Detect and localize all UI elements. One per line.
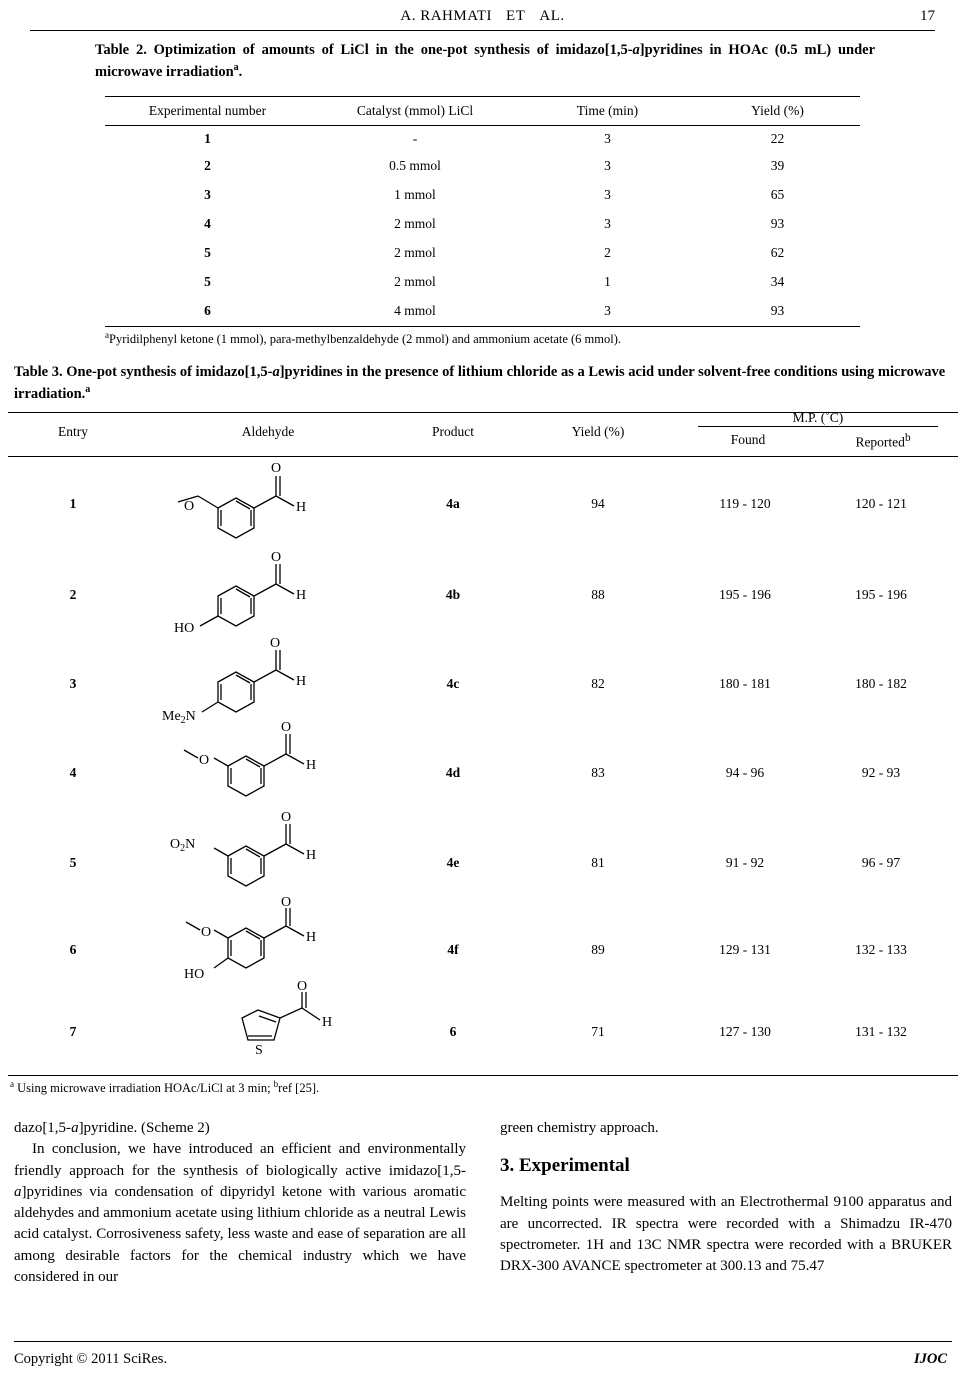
paragraph-green-chemistry: green chemistry approach. bbox=[500, 1120, 659, 1136]
table3-cell-reported: 132 - 133 bbox=[855, 942, 907, 957]
table3-cell-reported: 92 - 93 bbox=[861, 765, 901, 780]
table2-cell: 1 mmol bbox=[394, 187, 436, 202]
table2 bbox=[105, 96, 860, 326]
atom-label-O: O bbox=[281, 895, 292, 910]
table3-cell-product: 4f bbox=[447, 942, 459, 957]
atom-label-O: O bbox=[270, 636, 281, 651]
table3-cell-reported: 180 - 182 bbox=[855, 676, 907, 691]
table2-cell: 4 bbox=[204, 216, 211, 231]
paragraph-experimental: Melting points were measured with an Electrothermal 9100 apparatus and are uncorrected. IR spectra were recorded with a Shimadzu IR-470 spectrometer. 1H and 13C NMR spectra were recorded with a BRUKER DRX-300 AVANCE spectrometer at 300.13 and 75.47 bbox=[500, 1194, 952, 1275]
table2-footnote bbox=[105, 330, 865, 347]
table3-cell-reported: 195 - 196 bbox=[855, 587, 907, 602]
table3-body bbox=[8, 458, 958, 1072]
table3-caption-post: ]pyridines in the presence of lithium chloride as a Lewis acid under solvent-free conditions using microwave irradiation. bbox=[14, 364, 946, 402]
table2-caption bbox=[95, 40, 875, 83]
table2-cell: 6 bbox=[204, 303, 211, 318]
table3-footnote bbox=[10, 1079, 510, 1096]
paragraph-conclusion bbox=[14, 1139, 466, 1288]
table2-bottom-rule bbox=[105, 326, 860, 327]
table3-footnote-text-b: ref [25]. bbox=[278, 1081, 320, 1096]
structure-4-dimethylaminobenzaldehyde bbox=[158, 636, 398, 726]
table3-cell-product: 4e bbox=[446, 855, 460, 870]
atom-label-H: H bbox=[306, 758, 317, 773]
table2-cell: 2 mmol bbox=[394, 245, 436, 260]
table-row bbox=[105, 181, 860, 210]
journal-abbreviation: IJOC bbox=[913, 1351, 947, 1367]
body-column-left bbox=[14, 1118, 466, 1288]
paragraph-italic: a bbox=[71, 1120, 79, 1136]
table-row bbox=[8, 979, 958, 1072]
table3-cell-entry: 2 bbox=[69, 587, 77, 602]
table2-cell: 3 bbox=[604, 130, 611, 146]
running-head bbox=[0, 8, 965, 25]
running-head-authors: A. RAHMATI bbox=[400, 8, 493, 24]
table2-caption-sup: a bbox=[233, 62, 239, 74]
table2-header-row bbox=[105, 97, 860, 126]
table3-cell-product: 4d bbox=[445, 765, 461, 780]
table3-header-row bbox=[8, 412, 958, 454]
structure-3-methoxy-4-hydroxybenzaldehyde bbox=[158, 895, 398, 988]
atom-label-H: H bbox=[296, 588, 307, 603]
atom-label-O: O bbox=[184, 499, 195, 514]
table3-cell-found: 94 - 96 bbox=[725, 765, 765, 780]
table3-header-entry: Entry bbox=[58, 424, 88, 439]
table3-cell-yield: 94 bbox=[591, 496, 605, 511]
table3-cell-entry: 7 bbox=[69, 1024, 77, 1039]
table3-cell-product: 4c bbox=[446, 676, 460, 691]
table3-header-rule bbox=[8, 456, 958, 457]
table3-cell-yield: 82 bbox=[591, 676, 605, 691]
paragraph-text: ]pyridine. (Scheme 2) bbox=[78, 1120, 210, 1136]
atom-label-O: O bbox=[199, 753, 210, 768]
atom-label-H: H bbox=[296, 674, 307, 689]
body-column-right bbox=[500, 1118, 952, 1277]
table3-cell-yield: 71 bbox=[591, 1024, 605, 1039]
table2-cell: 93 bbox=[770, 303, 785, 318]
table-row bbox=[105, 126, 860, 152]
running-head-et: ET bbox=[506, 8, 526, 24]
table3-header-product: Product bbox=[432, 424, 474, 439]
table2-cell: 1 bbox=[604, 274, 611, 289]
page-number: 17 bbox=[920, 8, 935, 24]
table2-header-cell: Experimental number bbox=[105, 97, 310, 126]
table2-header-cell: Catalyst (mmol) LiCl bbox=[310, 97, 520, 126]
table-row bbox=[105, 152, 860, 181]
table2-cell: 2 mmol bbox=[394, 274, 436, 289]
table2-cell: 1 bbox=[204, 130, 211, 146]
table3-cell-entry: 5 bbox=[69, 855, 77, 870]
copyright-text: Copyright © 2011 SciRes. bbox=[14, 1351, 168, 1367]
structure-4-methoxybenzaldehyde bbox=[158, 458, 398, 538]
table3-cell-entry: 1 bbox=[69, 496, 77, 511]
table2-footnote-sup: a bbox=[105, 330, 109, 340]
atom-label-H: H bbox=[306, 930, 317, 945]
table2-cell: 5 bbox=[204, 274, 211, 289]
atom-label-O2N: $O_2N$ bbox=[170, 837, 196, 854]
table2-caption-italic: a bbox=[632, 42, 640, 58]
table2-cell: 65 bbox=[770, 187, 785, 202]
table2-caption-post: ]pyridines in HOAc (0.5 mL) under microwave irradiation bbox=[95, 42, 876, 80]
atom-label-O: O bbox=[201, 925, 212, 940]
table2-cell: 3 bbox=[604, 187, 611, 202]
table3-cell-reported: 96 - 97 bbox=[861, 855, 901, 870]
table3-cell-yield: 81 bbox=[591, 855, 605, 870]
table-row bbox=[8, 458, 958, 550]
table2-cell: 34 bbox=[770, 274, 785, 289]
table3-cell-product: 6 bbox=[449, 1024, 457, 1039]
table3-footnote-text-a: Using microwave irradiation HOAc/LiCl at 3 min; bbox=[14, 1081, 274, 1096]
table3-mp-rule bbox=[698, 426, 938, 427]
table-row bbox=[8, 550, 958, 640]
table3-header-aldehyde: Aldehyde bbox=[241, 424, 295, 439]
table2-cell: 3 bbox=[604, 216, 611, 231]
paragraph-text: In conclusion, we have introduced an efficient and environmentally friendly approach for the synthesis of biologically active imidazo[1,5- bbox=[14, 1141, 466, 1179]
table2-cell: 2 bbox=[604, 245, 611, 260]
paragraph-italic: a bbox=[14, 1183, 22, 1200]
header-rule bbox=[30, 30, 935, 31]
table-row bbox=[8, 720, 958, 818]
table2-cell: 4 mmol bbox=[394, 303, 436, 318]
table2-cell: 0.5 mmol bbox=[389, 158, 441, 173]
atom-label-HO: HO bbox=[184, 967, 205, 982]
table3-caption bbox=[14, 362, 954, 405]
table3-header-mp: M.P. (˚C) bbox=[792, 410, 844, 425]
table3-cell-found: 180 - 181 bbox=[719, 676, 771, 691]
paragraph-text: ]pyridines via condensation of dipyridyl ketone with various aromatic aldehydes and ammonium acetate using lithium chloride as a neutral Lewis acid catalyst. Corrosiveness safety, less waste and ease of separation are all among desirable factors for the chemical industry which we have considered in our bbox=[14, 1183, 466, 1286]
atom-label-H: H bbox=[296, 500, 307, 515]
table-row bbox=[105, 239, 860, 268]
table-row bbox=[8, 895, 958, 992]
table2-cell: 5 bbox=[204, 245, 211, 260]
table2-cell: 3 bbox=[604, 303, 611, 318]
table3-header-reported-sup: b bbox=[904, 432, 911, 444]
table3-cell-entry: 6 bbox=[69, 942, 77, 957]
atom-label-H: H bbox=[322, 1015, 333, 1030]
table-row bbox=[8, 810, 958, 908]
structure-3-methoxybenzaldehyde bbox=[158, 720, 398, 808]
table3-cell-yield: 88 bbox=[591, 587, 605, 602]
table2-cell: 39 bbox=[770, 158, 785, 173]
table-row bbox=[105, 297, 860, 326]
table2-cell: - bbox=[412, 130, 418, 146]
table3-cell-entry: 3 bbox=[69, 676, 77, 691]
table3-cell-reported: 131 - 132 bbox=[855, 1024, 907, 1039]
table2-caption-pre: Table 2. Optimization of amounts of LiCl in the one-pot synthesis of imidazo[1,5- bbox=[95, 42, 633, 58]
table3-cell-found: 119 - 120 bbox=[719, 496, 771, 511]
atom-label-O: O bbox=[281, 720, 292, 735]
table2-cell: 3 bbox=[604, 158, 611, 173]
table3-header-reported-text: Reported bbox=[855, 434, 905, 450]
table3-caption-sup: a bbox=[85, 384, 91, 396]
table2-header-cell: Yield (%) bbox=[695, 97, 860, 126]
section-heading-experimental: 3. Experimental bbox=[500, 1155, 630, 1177]
table2-footnote-text: Pyridilphenyl ketone (1 mmol), para-methylbenzaldehyde (2 mmol) and ammonium acetate (6 mmol). bbox=[109, 332, 622, 347]
table3-cell-yield: 83 bbox=[591, 765, 605, 780]
structure-3-nitrobenzaldehyde bbox=[158, 810, 398, 898]
atom-label-HO: HO bbox=[174, 621, 195, 636]
footer-rule bbox=[14, 1341, 952, 1342]
table3-header-found: Found bbox=[730, 432, 766, 447]
table3-cell-found: 129 - 131 bbox=[719, 942, 771, 957]
table3-cell-yield: 89 bbox=[591, 942, 605, 957]
atom-label-O: O bbox=[297, 979, 308, 994]
table3-caption-italic: a bbox=[272, 364, 280, 380]
table3-caption-pre: Table 3. One-pot synthesis of imidazo[1,5- bbox=[14, 364, 273, 380]
table2-caption-end: . bbox=[238, 63, 243, 80]
table3-cell-product: 4b bbox=[445, 587, 461, 602]
paragraph-continuation bbox=[14, 1118, 466, 1139]
atom-label-S: S bbox=[255, 1043, 263, 1058]
table3-cell-found: 91 - 92 bbox=[725, 855, 765, 870]
table2-cell: 22 bbox=[770, 130, 785, 146]
atom-label-O: O bbox=[271, 461, 282, 476]
table2-cell: 62 bbox=[770, 245, 785, 260]
table-row bbox=[105, 268, 860, 297]
table2-cell: 93 bbox=[770, 216, 785, 231]
table3-cell-reported: 120 - 121 bbox=[855, 496, 907, 511]
atom-label-O: O bbox=[281, 810, 292, 825]
table3-cell-product: 4a bbox=[446, 496, 460, 511]
structure-thiophene-2-carbaldehyde bbox=[158, 979, 398, 1072]
table2-header-cell: Time (min) bbox=[520, 97, 695, 126]
paragraph-text: dazo[1,5- bbox=[14, 1120, 72, 1136]
table3-bottom-rule bbox=[8, 1075, 958, 1076]
table3-cell-found: 127 - 130 bbox=[719, 1024, 771, 1039]
atom-label-O: O bbox=[271, 550, 282, 565]
table3-header-reported bbox=[818, 432, 948, 451]
structure-4-hydroxybenzaldehyde bbox=[158, 550, 398, 636]
atom-label-Me2N: $Me_2N$ bbox=[162, 709, 196, 726]
table3-footnote-sup-b: b bbox=[273, 1079, 279, 1089]
table-row bbox=[8, 636, 958, 728]
table2-cell: 3 bbox=[204, 187, 211, 202]
table2-cell: 2 bbox=[204, 158, 211, 173]
table2-cell: 2 mmol bbox=[394, 216, 436, 231]
table3-cell-found: 195 - 196 bbox=[719, 587, 771, 602]
atom-label-H: H bbox=[306, 848, 317, 863]
running-head-al: AL. bbox=[539, 8, 565, 24]
table3-header-yield: Yield (%) bbox=[571, 424, 625, 439]
table3-footnote-sup-a: a bbox=[10, 1079, 14, 1089]
table-row bbox=[105, 210, 860, 239]
table3-cell-entry: 4 bbox=[69, 765, 77, 780]
